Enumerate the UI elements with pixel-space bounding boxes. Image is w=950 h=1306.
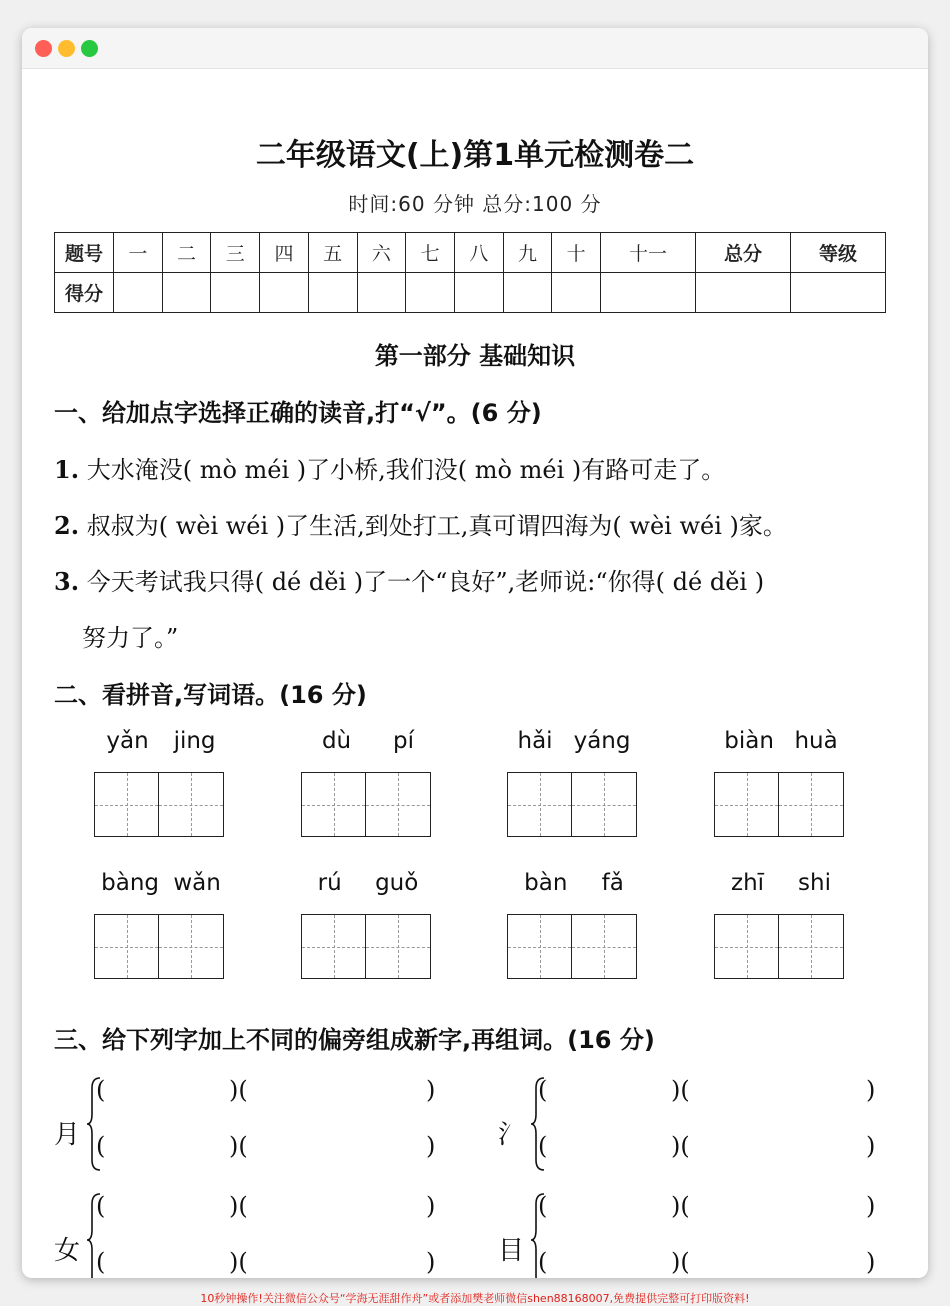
pinyin-syllable: biàn xyxy=(724,728,774,754)
score-col-1: 一 xyxy=(114,233,163,273)
paren-open: ( xyxy=(538,1248,548,1276)
score-cell[interactable] xyxy=(114,273,163,313)
score-cell[interactable] xyxy=(406,273,455,313)
section1-title: 一、给加点字选择正确的读音,打“√”。(6 分) xyxy=(54,399,542,427)
question-1 xyxy=(54,450,725,485)
writing-cell[interactable] xyxy=(366,914,431,979)
score-cell[interactable] xyxy=(162,273,211,313)
question-1-text: 大水淹没( mò méi )了小桥,我们没( mò méi )有路可走了。 xyxy=(86,456,726,484)
pinyin-syllable: pí xyxy=(393,728,415,754)
paren-open: ( xyxy=(96,1192,106,1220)
question-3 xyxy=(54,562,764,597)
paren-close: ) xyxy=(426,1132,436,1160)
promo-footer: 10秒钟操作!关注微信公众号“学海无涯甜作舟”或者添加樊老师微信shen88168007,免费提供完整可打印版资料! xyxy=(200,1292,750,1305)
paren-close: ) xyxy=(426,1248,436,1276)
base-character: 女 xyxy=(54,1236,81,1266)
score-table-header-row xyxy=(55,233,886,273)
paren-mid: )( xyxy=(671,1076,690,1104)
paren-mid: )( xyxy=(229,1192,248,1220)
pinyin-syllable: hǎi xyxy=(517,728,553,754)
score-col-11: 十一 xyxy=(601,233,696,273)
document-window xyxy=(22,28,928,1278)
paren-open: ( xyxy=(96,1248,106,1276)
radical-group-2 xyxy=(498,1076,888,1186)
paren-close: ) xyxy=(426,1192,436,1220)
section3-title: 三、给下列字加上不同的偏旁组成新字,再组词。(16 分) xyxy=(54,1026,655,1054)
score-cell[interactable] xyxy=(260,273,309,313)
paren-open: ( xyxy=(96,1132,106,1160)
score-table-row2-label: 得分 xyxy=(55,273,114,313)
paren-close: ) xyxy=(866,1132,876,1160)
radical-group-4 xyxy=(498,1192,888,1278)
score-cell[interactable] xyxy=(211,273,260,313)
pinyin-word-7 xyxy=(507,870,641,979)
paren-mid: )( xyxy=(229,1132,248,1160)
paren-close: ) xyxy=(866,1248,876,1276)
section2-title: 二、看拼音,写词语。(16 分) xyxy=(54,681,367,709)
worksheet-page xyxy=(22,68,928,1278)
worksheet-title: 二年级语文(上)第1单元检测卷二 xyxy=(255,138,695,173)
paren-open: ( xyxy=(96,1076,106,1104)
score-col-5: 五 xyxy=(308,233,357,273)
pinyin-word-3 xyxy=(507,728,641,837)
paren-close: ) xyxy=(866,1192,876,1220)
question-1-number: 1. xyxy=(54,455,80,484)
score-col-2: 二 xyxy=(162,233,211,273)
pinyin-syllable: rú xyxy=(317,870,342,896)
question-3-number: 3. xyxy=(54,567,80,596)
paren-mid: )( xyxy=(671,1192,690,1220)
writing-cell[interactable] xyxy=(779,914,844,979)
worksheet-subtitle: 时间:60 分钟 总分:100 分 xyxy=(348,192,602,216)
paren-mid: )( xyxy=(229,1076,248,1104)
score-col-6: 六 xyxy=(357,233,406,273)
paren-mid: )( xyxy=(671,1132,690,1160)
paren-mid: )( xyxy=(229,1248,248,1276)
score-col-4: 四 xyxy=(260,233,309,273)
question-2-number: 2. xyxy=(54,511,80,540)
score-cell[interactable] xyxy=(695,273,790,313)
base-character: 氵 xyxy=(498,1120,525,1150)
pinyin-word-6 xyxy=(301,870,435,979)
question-2 xyxy=(54,506,787,541)
pinyin-syllable: yǎn xyxy=(106,728,149,754)
base-character: 月 xyxy=(54,1120,81,1150)
pinyin-word-2 xyxy=(301,728,435,837)
pinyin-syllable: jing xyxy=(173,728,216,754)
pinyin-word-8 xyxy=(714,870,848,979)
writing-cell[interactable] xyxy=(714,772,779,837)
score-col-9: 九 xyxy=(503,233,552,273)
writing-cell[interactable] xyxy=(572,914,637,979)
writing-cell[interactable] xyxy=(94,914,159,979)
paren-mid: )( xyxy=(671,1248,690,1276)
question-3-continued: 努力了。” xyxy=(82,624,179,652)
score-cell[interactable] xyxy=(454,273,503,313)
score-cell[interactable] xyxy=(601,273,696,313)
pinyin-syllable: yáng xyxy=(573,728,631,754)
writing-cell[interactable] xyxy=(507,772,572,837)
score-cell[interactable] xyxy=(357,273,406,313)
pinyin-word-1 xyxy=(94,728,228,837)
paren-open: ( xyxy=(538,1132,548,1160)
radical-group-3 xyxy=(54,1192,444,1278)
writing-cell[interactable] xyxy=(572,772,637,837)
score-col-10: 十 xyxy=(552,233,601,273)
score-cell[interactable] xyxy=(503,273,552,313)
writing-cell[interactable] xyxy=(366,772,431,837)
writing-cell[interactable] xyxy=(714,914,779,979)
score-col-grade: 等级 xyxy=(790,233,885,273)
minimize-window-button[interactable] xyxy=(58,40,75,57)
paren-open: ( xyxy=(538,1192,548,1220)
pinyin-syllable: bàng xyxy=(101,870,160,896)
paren-close: ) xyxy=(866,1076,876,1104)
pinyin-syllable: bàn xyxy=(524,870,568,896)
score-col-total: 总分 xyxy=(695,233,790,273)
pinyin-syllable: huà xyxy=(794,728,838,754)
score-cell[interactable] xyxy=(552,273,601,313)
pinyin-syllable: wǎn xyxy=(173,870,221,896)
question-2-text: 叔叔为( wèi wéi )了生活,到处打工,真可谓四海为( wèi wéi )家。 xyxy=(86,512,787,540)
pinyin-syllable: fǎ xyxy=(601,870,624,896)
question-3-text: 今天考试我只得( dé děi )了一个“良好”,老师说:“你得( dé děi ) xyxy=(86,568,765,596)
writing-cell[interactable] xyxy=(301,914,366,979)
pinyin-syllable: guǒ xyxy=(375,870,419,896)
score-col-8: 八 xyxy=(454,233,503,273)
score-table-score-row xyxy=(55,273,886,313)
base-character: 目 xyxy=(498,1236,525,1266)
pinyin-syllable: shi xyxy=(798,870,831,896)
paren-close: ) xyxy=(426,1076,436,1104)
score-cell[interactable] xyxy=(790,273,885,313)
writing-cell[interactable] xyxy=(94,772,159,837)
paren-open: ( xyxy=(538,1076,548,1104)
score-cell[interactable] xyxy=(308,273,357,313)
score-col-3: 三 xyxy=(211,233,260,273)
part-title: 第一部分 基础知识 xyxy=(374,342,576,370)
close-window-button[interactable] xyxy=(35,40,52,57)
score-col-7: 七 xyxy=(406,233,455,273)
writing-cell[interactable] xyxy=(159,772,224,837)
writing-cell[interactable] xyxy=(779,772,844,837)
pinyin-word-4 xyxy=(714,728,848,837)
pinyin-syllable: zhī xyxy=(731,870,765,896)
writing-cell[interactable] xyxy=(159,914,224,979)
writing-cell[interactable] xyxy=(301,772,366,837)
maximize-window-button[interactable] xyxy=(81,40,98,57)
score-table-row1-label: 题号 xyxy=(55,233,114,273)
score-table xyxy=(54,232,886,313)
pinyin-syllable: dù xyxy=(321,728,352,754)
window-titlebar xyxy=(22,28,928,69)
pinyin-word-5 xyxy=(94,870,228,979)
writing-cell[interactable] xyxy=(507,914,572,979)
radical-group-1 xyxy=(54,1076,444,1186)
